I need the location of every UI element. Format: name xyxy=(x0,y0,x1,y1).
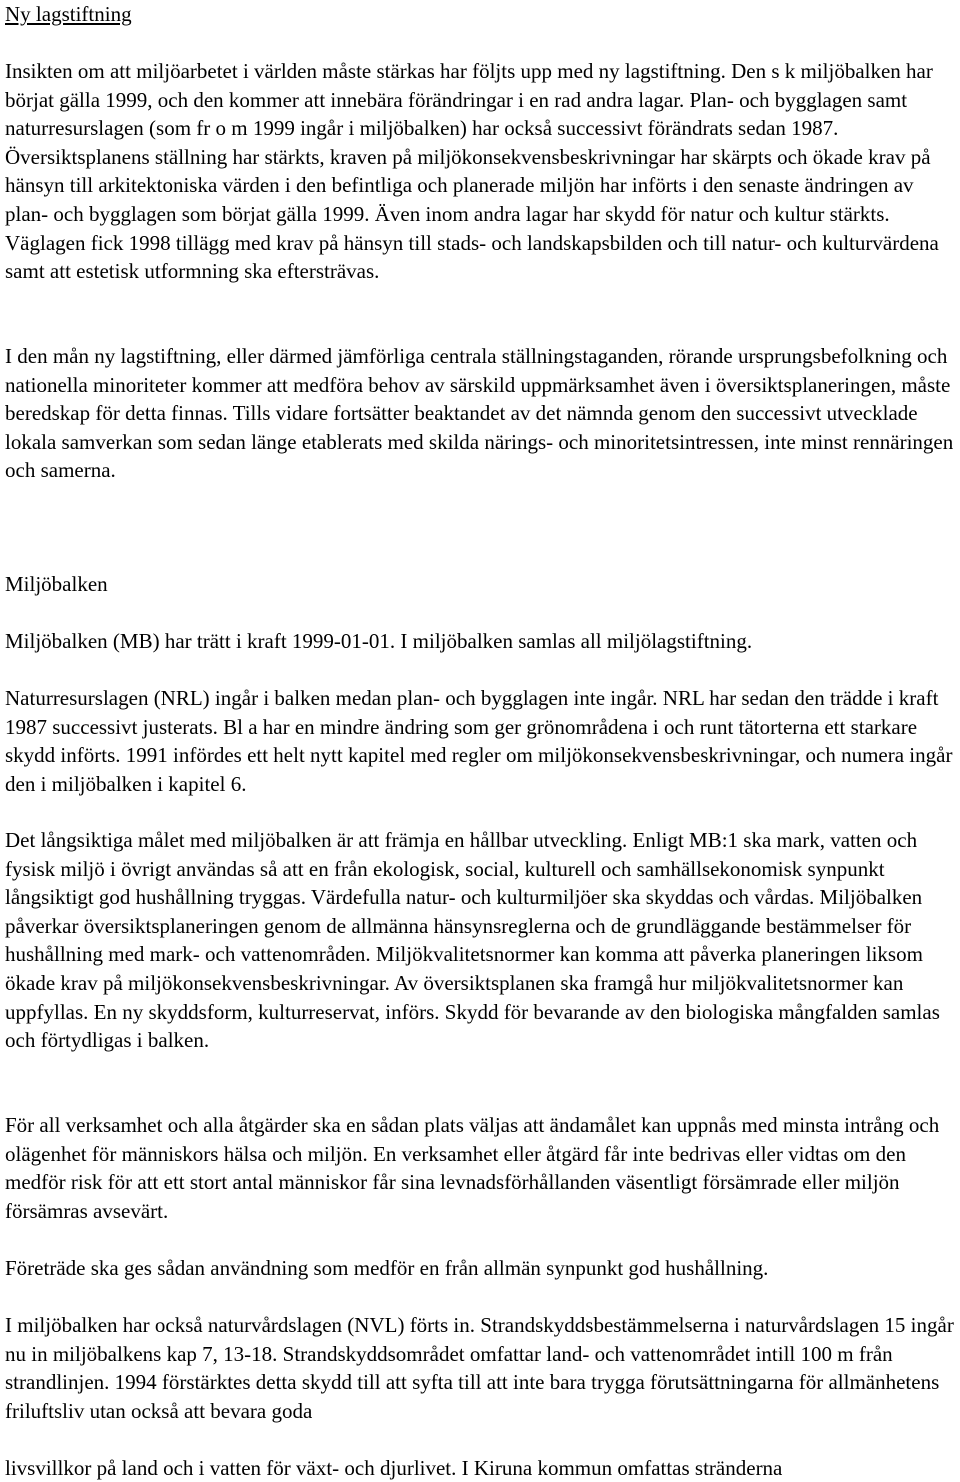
paragraph-continued: livsvillkor på land och i vatten för växt- och djurlivet. I Kiruna kommun omfattas stränderna xyxy=(5,1456,783,1480)
paragraph-site-selection: För all verksamhet och alla åtgärder ska en sådan plats väljas att ändamålet kan uppnås med minsta intrång och olägenhet för människors hälsa och miljön. En verksamhet eller åtgärd får inte bedrivas eller vidtas om den medför risk för att ett stort antal människor får sina levnadsförhållanden väsentligt försämrade eller miljön försämras avsevärt. xyxy=(5,1113,940,1223)
subheading-miljobalken: Miljöbalken xyxy=(5,572,108,596)
paragraph-minorities: I den mån ny lagstiftning, eller därmed jämförliga centrala ställningstaganden, rörande ursprungsbefolkning och nationella minoriteter kommer att medföra behov av särskild uppmärksamhet även i översiktsplaneringen, måste beredskap för detta finnas. Tills vidare fortsätter beaktandet av det nämnda genom den successivt utvecklade lokala samverkan som sedan länge etablerats med skilda närings- och minoritetsintressen, inte minst rennäringen och samerna. xyxy=(5,344,954,483)
paragraph-nrl: Naturresurslagen (NRL) ingår i balken medan plan- och bygglagen inte ingår. NRL har sedan den trädde i kraft 1987 successivt justerats. Bl a har en mindre ändring som ger grönområdena i och runt tätorterna ett starkare skydd införts. 1991 infördes ett helt nytt kapitel med regler om miljökonsekvensbeskrivningar, och numera ingår den i miljöbalken i kapitel 6. xyxy=(5,686,953,796)
paragraph-priority: Företräde ska ges sådan användning som medför en från allmän synpunkt god hushållning. xyxy=(5,1256,769,1280)
paragraph-new-legislation: Insikten om att miljöarbetet i världen måste stärkas har följts upp med ny lagstiftning. Den s k miljöbalken har börjat gälla 1999, och den kommer att innebära förändringar i en rad andra lagar. Plan- och bygglagen samt naturresurslagen (som fr o m 1999 ingår i miljöbalken) har också successivt förändrats sedan 1987. Översiktsplanens ställning har stärkts, kraven på miljökonsekvensbeskrivningar har skärpts och ökade krav på hänsyn till arkitektoniska värden i den befintliga och planerade miljön har införts i den senaste ändringen av plan- och bygglagen som börjat gälla 1999. Även inom andra lagar har skydd för natur och kultur stärkts. Väglagen fick 1998 tillägg med krav på hänsyn till stads- och landskapsbilden och till natur- och kulturvärdena samt att estetisk utformning ska eftersträvas. xyxy=(5,59,939,284)
paragraph-nvl: I miljöbalken har också naturvårdslagen (NVL) förts in. Strandskyddsbestämmelserna i naturvårdslagen 15 ingår nu in miljöbalkens kap 7, 13-18. Strandskyddsområdet omfattar land- och vattenområdet intill 100 m från strandlinjen. 1994 förstärktes detta skydd till att syfta till att inte bara trygga förutsättningarna för allmänhetens friluftsliv utan också att bevara goda xyxy=(5,1313,954,1423)
heading-link[interactable]: Ny lagstiftning xyxy=(5,2,132,26)
paragraph-mb-effective: Miljöbalken (MB) har trätt i kraft 1999-01-01. I miljöbalken samlas all miljölagstiftning. xyxy=(5,629,753,653)
paragraph-long-term-goal: Det långsiktiga målet med miljöbalken är att främja en hållbar utveckling. Enligt MB:1 ska mark, vatten och fysisk miljö i övrigt användas så att en från ekologisk, social, kulturell och samhällsekonomisk synpunkt långsiktigt god hushållning tryggas. Värdefulla natur- och kulturmiljöer ska skyddas och vårdas. Miljöbalken påverkar översiktsplaneringen genom de allmänna hänsynsreglerna och de grundläggande bestämmelser för hushållning med mark- och vattenområden. Miljökvalitetsnormer kan komma att påverka planeringen liksom ökade krav på miljökonsekvensbeskrivningar. Av översiktsplanen ska framgå hur miljökvalitetsnormer kan uppfyllas. En ny skyddsform, kulturreservat, införs. Skydd för bevarande av den biologiska mångfalden samlas och förtydligas i balken. xyxy=(5,828,940,1053)
